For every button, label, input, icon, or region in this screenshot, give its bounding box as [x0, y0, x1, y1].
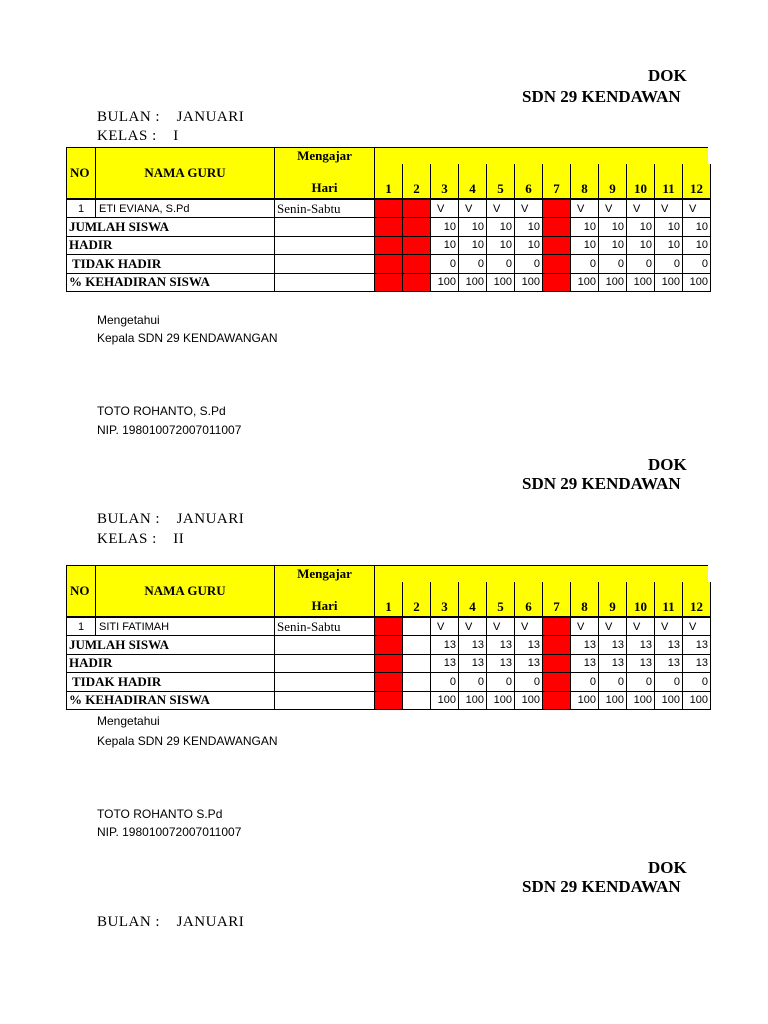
attendance-mark: V: [599, 200, 627, 218]
sign-nip: NIP. 198010072007011007: [97, 825, 242, 839]
row-hari-blank: [275, 237, 375, 256]
holiday-cell: [375, 636, 403, 655]
attendance-mark: [403, 618, 431, 636]
kelas-line: [97, 531, 184, 548]
value-cell: 0: [431, 673, 459, 692]
value-cell: 10: [431, 237, 459, 256]
row-hari-blank: [275, 255, 375, 274]
value-cell: 10: [655, 218, 683, 237]
day-header: 10: [627, 582, 655, 618]
attendance-mark: V: [627, 618, 655, 636]
row-label: JUMLAH SISWA: [66, 218, 275, 237]
value-cell: 0: [683, 673, 711, 692]
day-header: 5: [487, 582, 515, 618]
teacher-name: ETI EVIANA, S.Pd: [96, 200, 275, 218]
value-cell: 100: [431, 274, 459, 293]
day-header: 11: [655, 582, 683, 618]
kelas-label: KELAS :: [97, 128, 157, 144]
day-header: 3: [431, 582, 459, 618]
bulan-value: JANUARI: [176, 109, 245, 125]
attendance-mark: V: [655, 618, 683, 636]
bulan-line: [97, 914, 244, 931]
row-hari-blank: [275, 673, 375, 692]
value-cell: 100: [571, 274, 599, 293]
value-cell: 100: [459, 692, 487, 711]
mengajar-label: Mengajar: [297, 148, 352, 163]
row-hari-blank: [275, 274, 375, 293]
holiday-cell: [543, 274, 571, 293]
value-cell: 13: [515, 636, 543, 655]
bulan-line: [97, 511, 244, 528]
value-cell: 13: [459, 655, 487, 674]
value-cell: [403, 692, 431, 711]
sign-mengetahui: Mengetahui: [97, 714, 160, 728]
col-header-no: NO: [66, 565, 96, 618]
value-cell: 10: [571, 237, 599, 256]
value-cell: 100: [627, 274, 655, 293]
value-cell: 100: [655, 692, 683, 711]
day-header: 10: [627, 164, 655, 200]
value-cell: 0: [431, 255, 459, 274]
attendance-mark: V: [487, 200, 515, 218]
day-header: 4: [459, 582, 487, 618]
day-header: 12: [683, 582, 711, 618]
doc-header-dok: DOK: [648, 858, 687, 877]
teacher-hari: Senin-Sabtu: [275, 200, 375, 218]
value-cell: 13: [627, 655, 655, 674]
row-hari-blank: [275, 692, 375, 711]
value-cell: 100: [515, 692, 543, 711]
doc-header-dok: DOK: [648, 66, 687, 85]
doc-header-dok: DOK: [648, 455, 687, 474]
value-cell: 13: [599, 655, 627, 674]
value-cell: 0: [655, 255, 683, 274]
bulan-label: BULAN :: [97, 511, 161, 527]
row-hari-blank: [275, 636, 375, 655]
attendance-mark: V: [655, 200, 683, 218]
teacher-no: 1: [66, 618, 96, 636]
holiday-cell: [403, 255, 431, 274]
day-header: 2: [403, 582, 431, 618]
day-header: 3: [431, 164, 459, 200]
value-cell: 13: [571, 655, 599, 674]
teacher-hari: Senin-Sabtu: [275, 618, 375, 636]
holiday-cell: [375, 200, 403, 218]
holiday-cell: [375, 218, 403, 237]
value-cell: 100: [459, 274, 487, 293]
bulan-value: JANUARI: [176, 914, 245, 930]
value-cell: 13: [459, 636, 487, 655]
row-label: % KEHADIRAN SISWA: [66, 692, 275, 711]
value-cell: 13: [431, 655, 459, 674]
value-cell: 0: [599, 673, 627, 692]
attendance-mark: V: [459, 618, 487, 636]
value-cell: 0: [571, 255, 599, 274]
value-cell: 100: [571, 692, 599, 711]
kelas-value: II: [173, 531, 185, 547]
day-header: 1: [375, 582, 403, 618]
holiday-cell: [543, 218, 571, 237]
holiday-cell: [543, 673, 571, 692]
value-cell: 100: [487, 274, 515, 293]
value-cell: 0: [515, 255, 543, 274]
holiday-cell: [403, 237, 431, 256]
value-cell: 13: [487, 655, 515, 674]
holiday-cell: [543, 237, 571, 256]
row-label: TIDAK HADIR: [66, 673, 275, 692]
holiday-cell: [375, 274, 403, 293]
attendance-mark: V: [571, 618, 599, 636]
holiday-cell: [543, 200, 571, 218]
value-cell: 13: [599, 636, 627, 655]
sign-title: Kepala SDN 29 KENDAWANGAN: [97, 331, 278, 345]
value-cell: 10: [459, 218, 487, 237]
holiday-cell: [543, 255, 571, 274]
value-cell: 10: [655, 237, 683, 256]
holiday-cell: [375, 673, 403, 692]
value-cell: 10: [627, 237, 655, 256]
holiday-cell: [543, 636, 571, 655]
attendance-mark: V: [599, 618, 627, 636]
row-label: JUMLAH SISWA: [66, 636, 275, 655]
day-header: 7: [543, 582, 571, 618]
value-cell: 0: [459, 673, 487, 692]
value-cell: 0: [627, 255, 655, 274]
value-cell: 10: [599, 237, 627, 256]
day-header: 5: [487, 164, 515, 200]
value-cell: 0: [487, 673, 515, 692]
holiday-cell: [375, 655, 403, 674]
value-cell: 10: [487, 218, 515, 237]
holiday-cell: [543, 618, 571, 636]
bulan-value: JANUARI: [176, 511, 245, 527]
attendance-mark: V: [487, 618, 515, 636]
mengajar-label: Mengajar: [297, 566, 352, 581]
value-cell: 0: [655, 673, 683, 692]
day-header: 11: [655, 164, 683, 200]
col-header-nama: NAMA GURU: [96, 147, 275, 200]
col-header-no: NO: [66, 147, 96, 200]
doc-header-school: SDN 29 KENDAWAN: [522, 87, 681, 106]
day-header: 2: [403, 164, 431, 200]
value-cell: 10: [683, 218, 711, 237]
holiday-cell: [375, 255, 403, 274]
holiday-cell: [543, 655, 571, 674]
value-cell: 0: [571, 673, 599, 692]
col-header-mengajar: [275, 565, 375, 618]
value-cell: 13: [515, 655, 543, 674]
day-header: 9: [599, 164, 627, 200]
value-cell: 100: [683, 692, 711, 711]
holiday-cell: [403, 274, 431, 293]
day-header: 8: [571, 582, 599, 618]
value-cell: 0: [599, 255, 627, 274]
attendance-mark: V: [683, 200, 711, 218]
value-cell: 13: [655, 636, 683, 655]
value-cell: 100: [627, 692, 655, 711]
value-cell: 10: [571, 218, 599, 237]
col-header-nama: NAMA GURU: [96, 565, 275, 618]
value-cell: 0: [627, 673, 655, 692]
day-header: 1: [375, 164, 403, 200]
col-header-mengajar: [275, 147, 375, 200]
value-cell: 13: [683, 655, 711, 674]
holiday-cell: [403, 218, 431, 237]
row-label: HADIR: [66, 655, 275, 674]
row-hari-blank: [275, 655, 375, 674]
value-cell: 13: [431, 636, 459, 655]
month-band: [375, 565, 708, 583]
value-cell: 13: [627, 636, 655, 655]
value-cell: [403, 673, 431, 692]
value-cell: 10: [487, 237, 515, 256]
value-cell: 0: [487, 255, 515, 274]
value-cell: 100: [599, 692, 627, 711]
value-cell: 100: [515, 274, 543, 293]
hari-label: Hari: [311, 180, 338, 195]
teacher-name: SITI FATIMAH: [96, 618, 275, 636]
value-cell: 10: [627, 218, 655, 237]
day-header: 6: [515, 582, 543, 618]
kelas-line: [97, 128, 179, 145]
attendance-mark: V: [431, 618, 459, 636]
day-header: 8: [571, 164, 599, 200]
day-header: 12: [683, 164, 711, 200]
value-cell: 0: [515, 673, 543, 692]
value-cell: 0: [683, 255, 711, 274]
row-label: TIDAK HADIR: [66, 255, 275, 274]
value-cell: 10: [515, 237, 543, 256]
attendance-mark: V: [515, 200, 543, 218]
attendance-mark: V: [515, 618, 543, 636]
value-cell: [403, 636, 431, 655]
attendance-mark: V: [627, 200, 655, 218]
day-header: 6: [515, 164, 543, 200]
value-cell: 10: [599, 218, 627, 237]
attendance-mark: V: [571, 200, 599, 218]
sign-name: TOTO ROHANTO S.Pd: [97, 807, 223, 821]
value-cell: 10: [431, 218, 459, 237]
value-cell: 0: [459, 255, 487, 274]
bulan-label: BULAN :: [97, 914, 161, 930]
value-cell: [403, 655, 431, 674]
attendance-mark: V: [683, 618, 711, 636]
value-cell: 10: [459, 237, 487, 256]
sign-name: TOTO ROHANTO, S.Pd: [97, 404, 226, 418]
value-cell: 100: [599, 274, 627, 293]
row-label: HADIR: [66, 237, 275, 256]
value-cell: 13: [571, 636, 599, 655]
sign-title: Kepala SDN 29 KENDAWANGAN: [97, 734, 278, 748]
holiday-cell: [375, 237, 403, 256]
holiday-cell: [403, 200, 431, 218]
sign-mengetahui: Mengetahui: [97, 313, 160, 327]
holiday-cell: [375, 618, 403, 636]
day-header: 9: [599, 582, 627, 618]
value-cell: 100: [683, 274, 711, 293]
holiday-cell: [375, 692, 403, 711]
value-cell: 10: [515, 218, 543, 237]
attendance-mark: V: [431, 200, 459, 218]
sign-nip: NIP. 198010072007011007: [97, 423, 242, 437]
value-cell: 100: [431, 692, 459, 711]
value-cell: 10: [683, 237, 711, 256]
value-cell: 100: [655, 274, 683, 293]
value-cell: 13: [683, 636, 711, 655]
kelas-label: KELAS :: [97, 531, 157, 547]
kelas-value: I: [173, 128, 179, 144]
bulan-line: [97, 109, 244, 126]
holiday-cell: [543, 692, 571, 711]
doc-header-school: SDN 29 KENDAWAN: [522, 877, 681, 896]
day-header: 4: [459, 164, 487, 200]
row-hari-blank: [275, 218, 375, 237]
row-label: % KEHADIRAN SISWA: [66, 274, 275, 293]
attendance-mark: V: [459, 200, 487, 218]
day-header: 7: [543, 164, 571, 200]
value-cell: 100: [487, 692, 515, 711]
month-band: [375, 147, 708, 165]
bulan-label: BULAN :: [97, 109, 161, 125]
doc-header-school: SDN 29 KENDAWAN: [522, 474, 681, 493]
value-cell: 13: [487, 636, 515, 655]
value-cell: 13: [655, 655, 683, 674]
hari-label: Hari: [311, 598, 338, 613]
teacher-no: 1: [66, 200, 96, 218]
